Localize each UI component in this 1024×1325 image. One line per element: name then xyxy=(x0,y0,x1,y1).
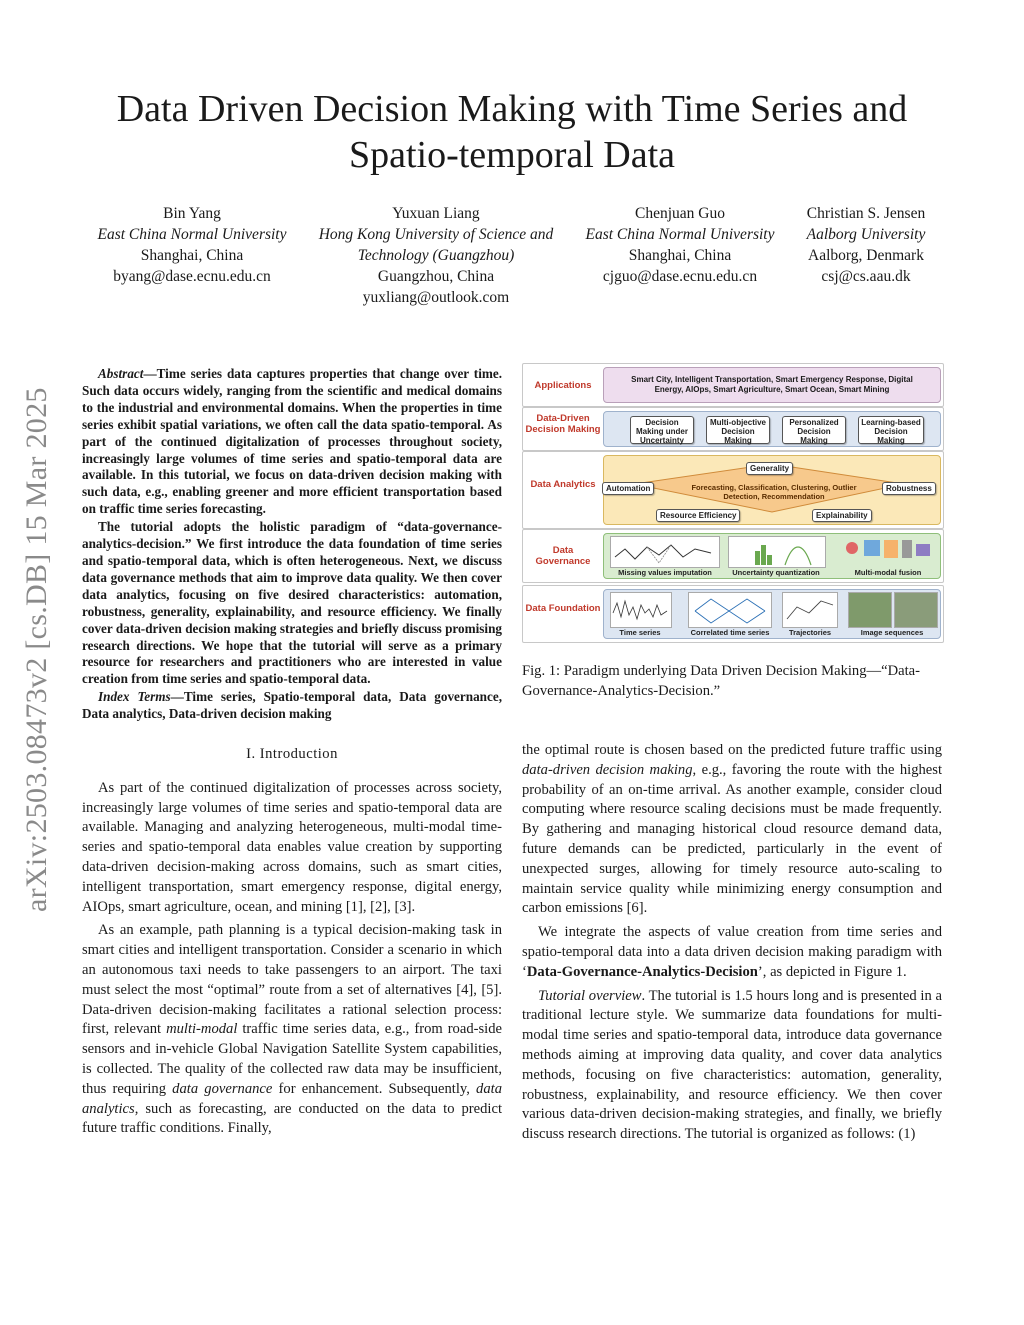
analytics-automation: Automation xyxy=(602,482,654,495)
governance-item: Missing values imputation xyxy=(618,568,712,577)
author-location: Shanghai, China xyxy=(140,247,244,264)
text-run: As an example, path planning is a typical decision-making task in smart cities and intelligent transportation. Consider a scenario in which an autonomous taxi needs to take passengers to an airport. The taxi must select the most “optimal” route from a set of alternatives [4], [5]. Data-driven decision-making facilitates a rational selection process: first, relevant xyxy=(82,922,502,1038)
governance-panel xyxy=(603,533,941,579)
abstract: Abstract—Time series data captures properties that change over time. Such data occurs widely, ranging from the scientific and medical domains to the industrial and environmental domains. When the properties in time series exhibit spatial variations, we often call the data spatio-temporal. As part of the continued digitalization of processes throughout society, increasingly large volumes of time series and spatio-temporal data are available. In this tutorial, we focus on data-driven decision making with such data, e.g., enabling greener and more efficient transportation based on traffic time series forecasting. The tutorial adopts the holistic paradigm of “data-governance-analytics-decision.” We first introduce the data foundation of time series and spatio-temporal data, which is often heterogeneous. Next, we discuss data governance methods that aim to improve data quality. We then cover data analytics, focusing on five desired characteristics: automation, robustness, generality, explainability, and resource efficiency. We finally cover data-driven decision making strategies and briefly discuss promising research directions. We hope that the tutorial will serve as a primary resource for researchers and practitioners who are interested in value creation from time series and spatio-temporal data. Index Terms—Time series, Spatio-temporal data, Data governance, Data analytics, Data-driven decision making xyxy=(82,366,503,722)
uncertainty-thumbnail xyxy=(728,536,826,568)
row-decision-making xyxy=(522,407,944,451)
timeseries-plot xyxy=(611,593,671,627)
emphasis: data analytics xyxy=(82,1080,502,1117)
author-name: Yuxuan Liang xyxy=(392,205,480,222)
text-run: . The tutorial is 1.5 hours long and is presented in a traditional lecture style. We summarize data foundations for multi-modal time series and spatio-temporal data, introduce data governance methods aiming at improving data quality, and cover data analytics methods, focusing on five characteristics: automation, generality, robustness, explainability, and resource efficiency. We then cover various data-driven decision-making strategies, and finally, we briefly discuss research directions. The tutorial is organized as follows: (1) xyxy=(522,987,942,1143)
author-4 xyxy=(788,203,944,287)
trajectory-plot xyxy=(783,593,837,627)
text-run: , such as forecasting, are conducted on the data to predict future traffic conditions. Finally, xyxy=(82,1100,502,1137)
fusion-thumbnail xyxy=(840,536,934,566)
analytics-generality: Generality xyxy=(746,462,793,475)
section-heading-introduction: I. Introduction xyxy=(246,746,338,763)
author-1 xyxy=(82,203,302,287)
governance-item: Uncertainty quantization xyxy=(732,568,820,577)
correlated-thumbnail xyxy=(688,592,772,628)
analytics-resource-efficiency: Resource Efficiency xyxy=(656,509,740,522)
row-analytics xyxy=(522,451,944,529)
applications-panel xyxy=(603,367,941,403)
line xyxy=(787,601,833,619)
row-label: Data Governance xyxy=(535,545,591,567)
index-terms: Time series, Spatio-temporal data, Data governance, Data analytics, Data-driven decision making xyxy=(82,689,503,722)
author-location: Guangzhou, China xyxy=(377,268,495,285)
bold-term: Data-Governance-Analytics-Decision xyxy=(526,963,758,980)
ddm-item: Learning-based Decision Making xyxy=(858,416,924,444)
figure-1 xyxy=(522,363,944,641)
foundation-item: Time series xyxy=(619,628,661,637)
author-3 xyxy=(570,203,790,287)
row-label: Data Analytics xyxy=(530,479,596,490)
intro-paragraph-2 xyxy=(82,921,502,1139)
icon-square xyxy=(884,540,898,558)
left-column xyxy=(82,366,502,1143)
emphasis: data-driven decision making xyxy=(522,761,693,778)
image-thumbnail-1 xyxy=(848,592,892,628)
text-run: the optimal route is chosen based on the predicted future traffic using xyxy=(522,742,942,758)
right-paragraph-3 xyxy=(522,987,942,1145)
author-affiliation: East China Normal University xyxy=(97,226,287,243)
author-location: Shanghai, China xyxy=(628,247,732,264)
ddm-item: Multi-objective Decision Making xyxy=(706,416,770,444)
bar xyxy=(767,555,772,565)
correlated-graph xyxy=(689,593,771,627)
author-email: byang@dase.ecnu.edu.cn xyxy=(113,268,271,285)
abstract-p1: Time series data captures properties that change over time. Such data occurs widely, ranging from the scientific and medical domains to the industrial and environmental domains. When the properties in time series exhibit spatial variations, we often call the data spatio-temporal. As part of the continued digitalization of processes throughout society, increasingly large volumes of time series and spatio-temporal data are available. In this tutorial, we focus on data-driven decision making with such data, e.g., enabling greener and more efficient transportation based on traffic time series forecasting. xyxy=(82,366,502,517)
row-applications xyxy=(522,363,944,407)
text-run: ’, as depicted in Figure 1. xyxy=(757,963,907,980)
foundation-panel xyxy=(603,589,941,639)
analytics-panel xyxy=(603,455,941,525)
foundation-item: Correlated time series xyxy=(690,628,770,637)
ddm-item: Decision Making under Uncertainty xyxy=(630,416,694,444)
text-run: traffic time series data, e.g., from road-side sensors and in-vehicle Global Navigation Satellite System capabilities, is collected. The quality of the collected raw data may be insufficient, thus requiring xyxy=(82,1021,502,1097)
emphasis: Tutorial overview xyxy=(538,987,642,1004)
ddm-panel xyxy=(603,411,941,447)
row-label: Data-Driven Decision Making xyxy=(525,413,601,435)
line xyxy=(613,601,667,619)
timeseries-thumbnail xyxy=(610,592,672,628)
right-column xyxy=(522,741,942,1149)
fusion-icons xyxy=(840,536,934,566)
uncertainty-chart xyxy=(729,537,825,567)
ddm-item: Personalized Decision Making xyxy=(782,416,846,444)
imputation-thumbnail xyxy=(610,536,720,568)
right-paragraph-2 xyxy=(522,923,942,982)
author-email: csj@cs.aau.dk xyxy=(821,268,911,285)
icon-square xyxy=(916,544,930,556)
author-affiliation: East China Normal University xyxy=(585,226,775,243)
figure-caption: Fig. 1: Paradigm underlying Data Driven Decision Making—“Data-Governance-Analytics-Decision.” xyxy=(522,663,920,699)
analytics-robustness: Robustness xyxy=(882,482,936,495)
text-run: for enhancement. Subsequently, xyxy=(272,1080,477,1097)
abstract-label: Abstract xyxy=(98,366,144,381)
row-governance xyxy=(522,529,944,583)
icon-square xyxy=(864,540,880,556)
row-label: Applications xyxy=(534,380,592,391)
line xyxy=(695,599,765,611)
emphasis: data governance xyxy=(172,1080,273,1097)
map-pin xyxy=(846,542,858,554)
imputation-chart xyxy=(611,537,719,567)
governance-item: Multi-modal fusion xyxy=(854,568,922,577)
arxiv-watermark: arXiv:2503.08473v2 [cs.DB] 15 Mar 2025 xyxy=(20,387,53,912)
author-affiliation: Aalborg University xyxy=(806,226,926,243)
distribution-curve xyxy=(785,547,811,565)
author-name: Bin Yang xyxy=(163,205,221,222)
author-affiliation: Hong Kong University of Science and Technology (Guangzhou) xyxy=(318,226,554,264)
abstract-p2: The tutorial adopts the holistic paradigm of “data-governance-analytics-decision.” We first introduce the data foundation of time series and spatio-temporal data, which is often heterogeneous. Next, we discuss data governance methods that aim to improve data quality. We then cover data analytics, focusing on five desired characteristics: automation, robustness, generality, explainability, and resource efficiency. We finally cover data-driven decision making strategies and briefly discuss promising research directions. We hope that the tutorial will serve as a primary resource for researchers and practitioners who are interested in value creation from time series and spatio-temporal data. xyxy=(82,519,502,687)
foundation-item: Image sequences xyxy=(860,628,924,637)
line xyxy=(695,611,765,623)
author-location: Aalborg, Denmark xyxy=(808,247,924,264)
analytics-explainability: Explainability xyxy=(812,509,872,522)
applications-text: Smart City, Intelligent Transportation, Smart Emergency Response, Digital Energy, AIOps, Smart Agriculture, Smart Ocean, Smart Mining xyxy=(631,375,913,394)
bar xyxy=(761,545,766,565)
intro-paragraph-1: As part of the continued digitalization of processes across society, increasingly large volumes of time series and spatio-temporal data are available. Managing and analyzing heterogeneous, multi-modal time-series and spatio-temporal data enables value creation by supporting data-driven decision-making across domains, such as smart cities, intelligent transportation, smart emergency response, digital energy, AIOps, smart agriculture, ocean, and mining [1], [2], [3]. xyxy=(82,779,502,915)
foundation-item: Trajectories xyxy=(788,628,832,637)
right-paragraph-1 xyxy=(522,741,942,919)
bar xyxy=(755,551,760,565)
image-thumbnail-2 xyxy=(894,592,938,628)
author-name: Chenjuan Guo xyxy=(635,205,725,222)
row-label: Data Foundation xyxy=(525,603,601,614)
analytics-tasks: Forecasting, Classification, Clustering, Outlier Detection, Recommendation xyxy=(691,483,857,501)
row-foundation xyxy=(522,585,944,643)
index-terms-label: Index Terms xyxy=(98,689,171,705)
author-email: yuxliang@outlook.com xyxy=(362,289,510,306)
icon-square xyxy=(902,540,912,558)
emphasis: multi-modal xyxy=(166,1021,238,1038)
paper-title: Data Driven Decision Making with Time Series and Spatio-temporal Data xyxy=(116,88,908,176)
author-name: Christian S. Jensen xyxy=(806,205,926,222)
trajectory-thumbnail xyxy=(782,592,838,628)
author-2 xyxy=(300,203,572,308)
text-run: , e.g., favoring the route with the highest probability of an on-time arrival. As another example, consider cloud computing where resource scaling decisions must be made frequently. By gathering and managing historical cloud resource demand data, future demands can be predicted, particularly in the event of unexpected surges, allowing for timely resource auto-scaling to maintain service quality while minimizing energy consumption and carbon emissions [6]. xyxy=(522,761,943,917)
author-email: cjguo@dase.ecnu.edu.cn xyxy=(602,268,758,285)
text-run: We integrate the aspects of value creation from time series and spatio-temporal data into a data driven decision making paradigm with ‘ xyxy=(522,924,942,980)
